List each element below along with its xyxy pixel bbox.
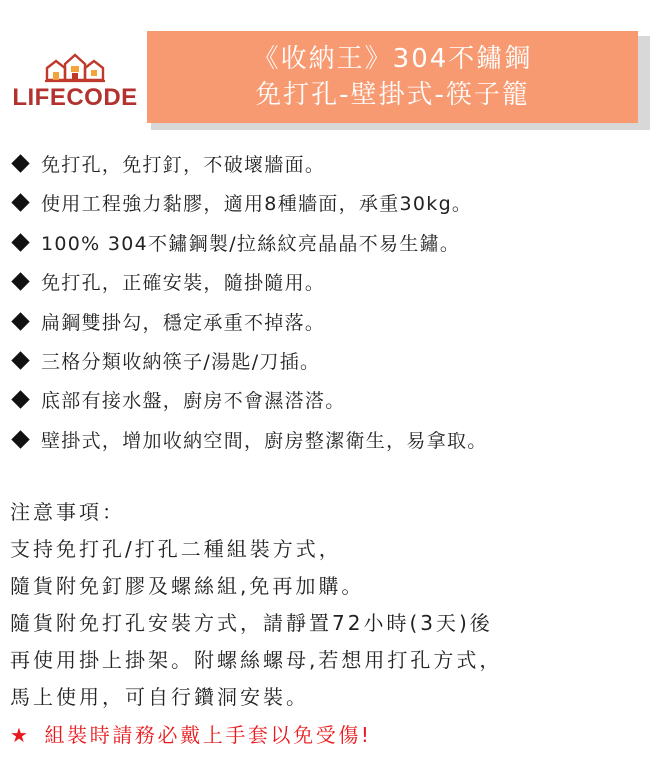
feature-text: 100% 304不鏽鋼製/拉絲紋亮晶晶不易生鏽。 bbox=[41, 233, 461, 255]
feature-text: 扁鋼雙掛勾，穩定承重不掉落。 bbox=[41, 312, 326, 334]
warning-line bbox=[10, 720, 372, 750]
note-line: 支持免打孔/打孔二種組裝方式， bbox=[10, 537, 342, 561]
note-line: 馬上使用，可自行鑽洞安裝。 bbox=[10, 685, 309, 709]
feature-item bbox=[0, 229, 460, 259]
note-line: 隨貨附免打孔安裝方式，請靜置72小時(3天)後 bbox=[10, 611, 493, 635]
feature-item bbox=[0, 386, 346, 416]
feature-item bbox=[0, 150, 325, 180]
diamond-icon bbox=[11, 233, 29, 251]
title-line-1: 《收納王》304不鏽鋼 bbox=[252, 44, 533, 74]
feature-text: 使用工程強力黏膠，適用8種牆面，承重30kg。 bbox=[41, 193, 473, 215]
houses-logo-icon bbox=[43, 52, 107, 84]
diamond-icon bbox=[11, 430, 29, 448]
feature-item bbox=[0, 426, 488, 456]
feature-item bbox=[0, 308, 325, 338]
feature-item bbox=[0, 189, 472, 219]
feature-item bbox=[0, 347, 320, 377]
brand-name: LIFECODE bbox=[12, 84, 138, 111]
diamond-icon bbox=[11, 390, 29, 408]
note-line: 再使用掛上掛架。附螺絲螺母,若想用打孔方式， bbox=[10, 648, 503, 672]
feature-item bbox=[0, 268, 325, 298]
diamond-icon bbox=[11, 351, 29, 369]
diamond-icon bbox=[11, 272, 29, 290]
feature-text: 壁掛式，增加收納空間，廚房整潔衛生，易拿取。 bbox=[41, 430, 488, 452]
warning-text: 組裝時請務必戴上手套以免受傷! bbox=[44, 723, 372, 747]
title-line-2: 免打孔-壁掛式-筷子籠 bbox=[255, 80, 530, 110]
diamond-icon bbox=[11, 312, 29, 330]
feature-text: 免打孔，免打釘，不破壞牆面。 bbox=[41, 154, 326, 176]
lifecode-logo bbox=[10, 52, 140, 124]
diamond-icon bbox=[11, 154, 29, 172]
feature-text: 三格分類收納筷子/湯匙/刀插。 bbox=[41, 351, 321, 373]
feature-text: 底部有接水盤，廚房不會濕溚溚。 bbox=[41, 390, 346, 412]
star-icon: ★ bbox=[10, 723, 31, 747]
title-banner bbox=[147, 31, 638, 123]
feature-text: 免打孔，正確安裝，隨掛隨用。 bbox=[41, 272, 326, 294]
notes-heading: 注意事項： bbox=[10, 500, 125, 524]
header bbox=[0, 0, 650, 140]
diamond-icon bbox=[11, 193, 29, 211]
note-line: 隨貨附免釘膠及螺絲組,免再加購。 bbox=[10, 574, 365, 598]
